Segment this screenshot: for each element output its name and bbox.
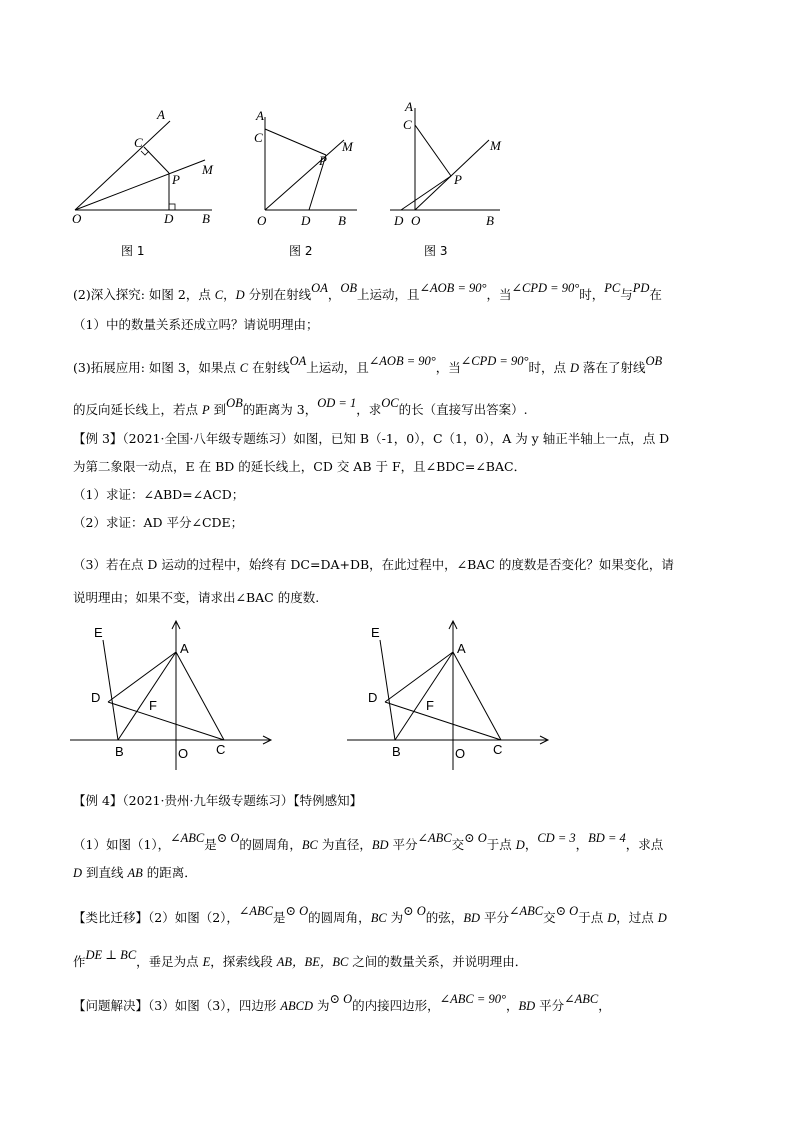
example-4-part-2-line-2: 作DE ⊥ BC，垂足为点 E，探索线段 AB，BE，BC 之间的数量关系，并说明理由． — [73, 948, 528, 969]
figure-3 — [385, 98, 510, 228]
label-A: A — [405, 99, 413, 114]
example-3-figure-right — [347, 620, 557, 775]
label-A: A — [157, 107, 165, 122]
label-O: O — [411, 213, 421, 228]
label-A: A — [457, 641, 466, 656]
label-M: M — [342, 139, 353, 154]
example-4-part-1-line-2: D 到直线 AB 的距离． — [73, 865, 197, 880]
label-A: A — [180, 641, 189, 656]
label-E: E — [371, 625, 380, 640]
example-4-title: 【例 4】（2021·贵州·九年级专题练习）【特例感知】 — [73, 793, 363, 808]
label-C: C — [493, 742, 503, 757]
example-4-part-2-line-1: 【类比迁移】（2）如图（2），∠ABC是⊙ O的圆周角，BC 为⊙ O的弦，BD 平分∠ABC交⊙ O于点 D，过点 D — [73, 904, 667, 925]
question-2-line-1: (2)深入探究: 如图 2，点 C，D 分别在射线OA，OB上运动，且∠AOB = 90°，当∠CPD = 90°时，PC与PD在 — [73, 281, 662, 302]
figure-3-caption: 图 3 — [424, 244, 448, 258]
figure-1-caption: 图 1 — [121, 244, 145, 258]
label-O: O — [72, 211, 82, 226]
label-F: F — [426, 698, 434, 713]
example-4-part-3-line-1: 【问题解决】（3）如图（3），四边形 ABCD 为⊙ O的内接四边形，∠ABC = 90°，BD 平分∠ABC， — [73, 992, 611, 1013]
label-D: D — [91, 690, 101, 705]
label-D: D — [394, 213, 404, 228]
label-O: O — [455, 746, 466, 761]
example-4-part-1-line-1: （1）如图（1），∠ABC是⊙ O的圆周角，BC 为直径，BD 平分∠ABC交⊙ O于点 D，CD = 3，BD = 4，求点 — [73, 831, 664, 852]
label-F: F — [149, 698, 157, 713]
label-C: C — [254, 130, 263, 145]
question-3-line-2: 的反向延长线上，若点 P 到OB的距离为 3，OD = 1，求OC的长（直接写出答案）. — [73, 396, 528, 417]
figure-2 — [252, 105, 362, 228]
example-3-line-6: 说明理由；如果不变，请求出∠BAC 的度数. — [73, 590, 320, 605]
label-B: B — [392, 744, 401, 759]
label-A: A — [256, 108, 264, 123]
label-P: P — [319, 153, 327, 168]
example-3-line-3: （1）求证：∠ABD=∠ACD； — [73, 487, 245, 502]
example-3-line-5: （3）若在点 D 运动的过程中，始终有 DC=DA+DB，在此过程中，∠BAC 的度数是否变化？如果变化，请 — [73, 557, 674, 572]
label-O: O — [257, 213, 267, 228]
label-D: D — [301, 213, 311, 228]
label-D: D — [368, 690, 378, 705]
label-B: B — [115, 744, 124, 759]
label-E: E — [94, 625, 103, 640]
figure-2-caption: 图 2 — [289, 244, 313, 258]
label-C: C — [134, 135, 143, 150]
label-D: D — [164, 211, 174, 226]
label-P: P — [172, 172, 180, 187]
label-P: P — [454, 172, 462, 187]
example-3-figure-left — [70, 620, 280, 775]
example-3-line-2: 为第二象限一动点，E 在 BD 的延长线上，CD 交 AB 于 F，且∠BDC=∠BAC． — [73, 459, 527, 474]
label-B: B — [486, 213, 494, 228]
question-3-line-1: (3)拓展应用: 如图 3，如果点 C 在射线OA上运动，且∠AOB = 90°，当∠CPD = 90°时，点 D 落在了射线OB — [73, 354, 663, 375]
question-2-line-2: （1）中的数量关系还成立吗？请说明理由； — [73, 317, 319, 332]
example-3-line-4: （2）求证：AD 平分∠CDE； — [73, 515, 244, 530]
label-O: O — [178, 746, 189, 761]
label-B: B — [202, 211, 210, 226]
label-M: M — [490, 138, 501, 153]
label-C: C — [216, 742, 226, 757]
label-C: C — [403, 117, 412, 132]
example-3-line-1: 【例 3】（2021·全国·八年级专题练习）如图，已知 B（-1，0），C（1，0），A 为 y 轴正半轴上一点，点 D — [73, 431, 670, 446]
figure-1 — [62, 105, 227, 225]
label-B: B — [338, 213, 346, 228]
label-M: M — [202, 162, 213, 177]
